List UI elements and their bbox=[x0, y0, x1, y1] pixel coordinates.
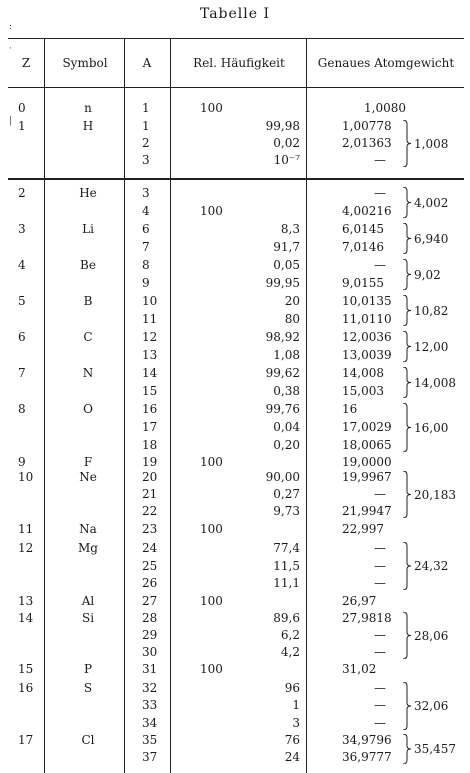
cell-atomgewicht-text: — bbox=[374, 153, 386, 167]
table-title: Tabelle I bbox=[199, 6, 271, 22]
cell-a bbox=[142, 101, 162, 115]
section-rule bbox=[8, 178, 464, 180]
cell-a-text: 27 bbox=[142, 594, 158, 608]
cell-z-text: 11 bbox=[18, 522, 34, 536]
cell-atomgewicht-text: 12,0036 bbox=[342, 330, 392, 344]
cell-symbol bbox=[56, 330, 120, 344]
brace-icon bbox=[402, 295, 412, 326]
cell-rel-haeufigkeit-text: 90,00 bbox=[265, 470, 300, 484]
mean-atomic-weight: 1,008 bbox=[414, 136, 449, 151]
cell-symbol-text: He bbox=[79, 186, 97, 200]
mean-atomic-weight: 6,940 bbox=[414, 231, 449, 246]
cell-z-text: 17 bbox=[18, 733, 34, 747]
cell-rel-haeufigkeit-text: 20 bbox=[284, 294, 300, 308]
brace-icon bbox=[402, 331, 412, 362]
cell-z-text: 13 bbox=[18, 594, 34, 608]
cell-symbol-text: P bbox=[83, 662, 93, 676]
cell-a bbox=[142, 628, 162, 642]
cell-a bbox=[142, 204, 162, 218]
cell-z-text: 12 bbox=[18, 541, 34, 555]
cell-a bbox=[142, 384, 162, 398]
cell-rel-haeufigkeit-text: 11,1 bbox=[273, 576, 300, 590]
cell-a-text: 37 bbox=[142, 750, 158, 764]
cell-a-text: 17 bbox=[142, 420, 158, 434]
cell-symbol bbox=[56, 294, 120, 308]
cell-symbol bbox=[56, 733, 120, 747]
cell-rel-haeufigkeit-text: 0,38 bbox=[273, 384, 300, 398]
cell-a bbox=[142, 470, 162, 484]
cell-symbol-text: Si bbox=[81, 611, 95, 625]
cell-a bbox=[142, 504, 162, 518]
column-divider bbox=[170, 38, 171, 773]
cell-rel-haeufigkeit-text: 98,92 bbox=[265, 330, 300, 344]
cell-rel-haeufigkeit-text: 100 bbox=[200, 455, 223, 469]
mean-atomic-weight: 35,457 bbox=[414, 742, 456, 756]
cell-rel-haeufigkeit-text: 99,98 bbox=[265, 119, 300, 133]
cell-a bbox=[142, 455, 162, 469]
cell-rel-haeufigkeit-text: 99,95 bbox=[265, 276, 300, 290]
cell-rel-haeufigkeit-text: 8,3 bbox=[280, 222, 300, 236]
cell-atomgewicht-text: — bbox=[374, 258, 386, 272]
cell-symbol-text: Ne bbox=[79, 470, 97, 484]
cell-rel-haeufigkeit-text: 100 bbox=[200, 204, 223, 218]
cell-a bbox=[142, 594, 162, 608]
cell-atomgewicht-text: 6,0145 bbox=[342, 222, 384, 236]
cell-rel-haeufigkeit-text: 0,27 bbox=[273, 487, 300, 501]
cell-z bbox=[18, 541, 38, 555]
cell-a bbox=[142, 222, 162, 236]
cell-z-text: 4 bbox=[18, 258, 26, 272]
cell-z bbox=[18, 402, 38, 416]
cell-a bbox=[142, 366, 162, 380]
cell-atomgewicht-text: 2,01363 bbox=[342, 136, 392, 150]
cell-a bbox=[142, 186, 162, 200]
cell-symbol-text: Li bbox=[82, 222, 94, 236]
cell-rel-haeufigkeit-text: 11,5 bbox=[273, 559, 300, 573]
cell-symbol-text: Be bbox=[80, 258, 96, 272]
cell-a-text: 16 bbox=[142, 402, 158, 416]
brace-icon bbox=[402, 682, 412, 730]
mean-atomic-weight: 12,00 bbox=[414, 339, 449, 354]
cell-atomgewicht-text: 21,9947 bbox=[342, 504, 392, 518]
cell-rel-haeufigkeit-text: 1 bbox=[292, 698, 300, 712]
cell-a-text: 8 bbox=[142, 258, 150, 272]
mean-atomic-weight: 4,002 bbox=[414, 195, 449, 210]
cell-rel-haeufigkeit-text: 77,4 bbox=[273, 541, 300, 555]
mean-atomic-weight: 20,183 bbox=[414, 487, 456, 502]
cell-rel-haeufigkeit-text: 99,62 bbox=[265, 366, 300, 380]
cell-a bbox=[142, 438, 162, 452]
cell-rel-haeufigkeit-text: 3 bbox=[292, 716, 300, 730]
cell-atomgewicht-text: 17,0029 bbox=[342, 420, 392, 434]
cell-a bbox=[142, 681, 162, 695]
cell-z bbox=[18, 470, 38, 484]
cell-rel-haeufigkeit-text: 1,08 bbox=[273, 348, 300, 362]
header-a: A bbox=[142, 56, 152, 70]
cell-z-text: 16 bbox=[18, 681, 34, 695]
cell-symbol bbox=[56, 681, 120, 695]
cell-symbol-text: Al bbox=[81, 594, 95, 608]
cell-a-text: 24 bbox=[142, 541, 158, 555]
cell-symbol-text: C bbox=[83, 330, 93, 344]
cell-z-text: 2 bbox=[18, 186, 26, 200]
cell-z bbox=[18, 101, 38, 115]
cell-a-text: 21 bbox=[142, 487, 158, 501]
cell-a-text: 28 bbox=[142, 611, 158, 625]
cell-symbol bbox=[56, 119, 120, 133]
header-rel-haeufigkeit: Rel. Häufigkeit bbox=[193, 56, 285, 70]
cell-a-text: 12 bbox=[142, 330, 158, 344]
cell-z-text: 15 bbox=[18, 662, 34, 676]
cell-z bbox=[18, 222, 38, 236]
cell-symbol bbox=[56, 455, 120, 469]
cell-a bbox=[142, 420, 162, 434]
cell-a bbox=[142, 645, 162, 659]
cell-a bbox=[142, 698, 162, 712]
cell-a-text: 23 bbox=[142, 522, 158, 536]
mean-atomic-weight: 14,008 bbox=[414, 375, 456, 390]
cell-symbol-text: H bbox=[82, 119, 94, 133]
column-divider bbox=[44, 38, 45, 773]
cell-atomgewicht-text: 10,0135 bbox=[342, 294, 392, 308]
cell-a bbox=[142, 312, 162, 326]
cell-a bbox=[142, 522, 162, 536]
cell-z-text: 9 bbox=[18, 455, 26, 469]
cell-z-text: 1 bbox=[18, 119, 26, 133]
cell-atomgewicht-text: 15,003 bbox=[342, 384, 384, 398]
cell-a bbox=[142, 276, 162, 290]
cell-a bbox=[142, 240, 162, 254]
cell-a bbox=[142, 136, 162, 150]
cell-rel-haeufigkeit-text: 24 bbox=[284, 750, 300, 764]
cell-symbol bbox=[56, 470, 120, 484]
header-rule bbox=[8, 87, 464, 88]
cell-a-text: 10 bbox=[142, 294, 158, 308]
cell-z bbox=[18, 186, 38, 200]
brace-icon bbox=[402, 259, 412, 290]
cell-z bbox=[18, 611, 38, 625]
margin-mark: : bbox=[9, 22, 13, 32]
header-atomgewicht: Genaues Atomgewicht bbox=[317, 56, 455, 70]
brace-icon bbox=[402, 223, 412, 254]
cell-rel-haeufigkeit-text: 100 bbox=[200, 522, 223, 536]
cell-symbol-text: F bbox=[83, 455, 93, 469]
cell-a bbox=[142, 119, 162, 133]
column-divider bbox=[306, 38, 307, 773]
cell-rel-haeufigkeit-text: 0,20 bbox=[273, 438, 300, 452]
cell-z-text: 14 bbox=[18, 611, 34, 625]
cell-z bbox=[18, 733, 38, 747]
mean-atomic-weight: 32,06 bbox=[414, 699, 449, 713]
cell-a bbox=[142, 576, 162, 590]
cell-atomgewicht-text: — bbox=[374, 576, 386, 590]
cell-atomgewicht-text: — bbox=[374, 645, 386, 659]
cell-a-text: 3 bbox=[142, 153, 150, 167]
cell-atomgewicht-text: 1,00778 bbox=[342, 119, 392, 133]
cell-z bbox=[18, 455, 38, 469]
cell-atomgewicht-text: 22,997 bbox=[342, 522, 384, 536]
table-top-rule bbox=[8, 38, 464, 39]
cell-a-text: 2 bbox=[142, 136, 150, 150]
brace-icon bbox=[402, 367, 412, 398]
cell-a bbox=[142, 716, 162, 730]
cell-symbol-text: B bbox=[83, 294, 93, 308]
cell-rel-haeufigkeit-text: 6,2 bbox=[280, 628, 300, 642]
cell-atomgewicht-text: 13,0039 bbox=[342, 348, 392, 362]
cell-symbol bbox=[56, 594, 120, 608]
cell-a-text: 32 bbox=[142, 681, 158, 695]
cell-rel-haeufigkeit-text: 91,7 bbox=[273, 240, 300, 254]
cell-a bbox=[142, 294, 162, 308]
cell-symbol-text: O bbox=[83, 402, 93, 416]
cell-symbol bbox=[56, 611, 120, 625]
cell-a-text: 35 bbox=[142, 733, 158, 747]
cell-a bbox=[142, 330, 162, 344]
cell-z bbox=[18, 662, 38, 676]
cell-a-text: 6 bbox=[142, 222, 150, 236]
header-symbol: Symbol bbox=[62, 56, 108, 70]
brace-icon bbox=[402, 120, 412, 167]
cell-a-text: 31 bbox=[142, 662, 158, 676]
cell-z bbox=[18, 258, 38, 272]
cell-symbol-text: N bbox=[82, 366, 94, 380]
cell-a-text: 15 bbox=[142, 384, 158, 398]
brace-icon bbox=[402, 734, 412, 764]
header-z: Z bbox=[21, 56, 31, 70]
cell-atomgewicht-text: — bbox=[374, 716, 386, 730]
cell-z bbox=[18, 119, 38, 133]
cell-rel-haeufigkeit-text: 80 bbox=[284, 312, 300, 326]
cell-z bbox=[18, 594, 38, 608]
cell-atomgewicht-text: 4,00216 bbox=[342, 204, 392, 218]
cell-a bbox=[142, 662, 162, 676]
cell-a-text: 7 bbox=[142, 240, 150, 254]
cell-atomgewicht-text: 18,0065 bbox=[342, 438, 392, 452]
mean-atomic-weight: 9,02 bbox=[414, 267, 441, 282]
cell-symbol-text: Na bbox=[79, 522, 97, 536]
cell-rel-haeufigkeit-text: 4,2 bbox=[280, 645, 300, 659]
cell-symbol-text: n bbox=[84, 101, 92, 115]
cell-z-text: 6 bbox=[18, 330, 26, 344]
cell-a-text: 26 bbox=[142, 576, 158, 590]
mean-atomic-weight: 16,00 bbox=[414, 420, 449, 435]
cell-a-text: 3 bbox=[142, 186, 150, 200]
cell-a bbox=[142, 487, 162, 501]
cell-atomgewicht-text: 7,0146 bbox=[342, 240, 384, 254]
cell-rel-haeufigkeit-text: 89,6 bbox=[273, 611, 300, 625]
cell-rel-haeufigkeit-text: 0,02 bbox=[273, 136, 300, 150]
cell-symbol bbox=[56, 186, 120, 200]
cell-z bbox=[18, 681, 38, 695]
cell-a bbox=[142, 733, 162, 747]
cell-atomgewicht-text: 34,9796 bbox=[342, 733, 392, 747]
cell-atomgewicht-text: — bbox=[374, 541, 386, 555]
cell-atomgewicht-text: 31,02 bbox=[342, 662, 377, 676]
brace-icon bbox=[402, 542, 412, 590]
cell-z bbox=[18, 366, 38, 380]
cell-atomgewicht-text: — bbox=[374, 628, 386, 642]
cell-a bbox=[142, 348, 162, 362]
cell-z-text: 8 bbox=[18, 402, 26, 416]
cell-a-text: 9 bbox=[142, 276, 150, 290]
cell-atomgewicht-text: 26,97 bbox=[342, 594, 377, 608]
cell-atomgewicht-text: 27,9818 bbox=[342, 611, 392, 625]
cell-z-text: 7 bbox=[18, 366, 26, 380]
cell-symbol bbox=[56, 222, 120, 236]
cell-a-text: 13 bbox=[142, 348, 158, 362]
cell-a bbox=[142, 541, 162, 555]
cell-rel-haeufigkeit-text: 96 bbox=[284, 681, 300, 695]
cell-z bbox=[18, 330, 38, 344]
cell-a bbox=[142, 402, 162, 416]
brace-icon bbox=[402, 471, 412, 518]
cell-atomgewicht-text: — bbox=[374, 559, 386, 573]
cell-rel-haeufigkeit-text: 100 bbox=[200, 101, 223, 115]
cell-a bbox=[142, 258, 162, 272]
cell-symbol bbox=[56, 258, 120, 272]
margin-mark: · bbox=[9, 44, 12, 54]
cell-symbol-text: S bbox=[83, 681, 93, 695]
cell-symbol-text: Cl bbox=[81, 733, 95, 747]
cell-a-text: 1 bbox=[142, 119, 150, 133]
cell-atomgewicht-text: — bbox=[374, 487, 386, 501]
cell-a-text: 1 bbox=[142, 101, 150, 115]
cell-a-text: 14 bbox=[142, 366, 158, 380]
cell-a-text: 33 bbox=[142, 698, 158, 712]
column-divider bbox=[124, 38, 125, 773]
cell-a-text: 19 bbox=[142, 455, 158, 469]
cell-atomgewicht-text: 11,0110 bbox=[342, 312, 392, 326]
cell-symbol bbox=[56, 541, 120, 555]
cell-symbol bbox=[56, 522, 120, 536]
cell-rel-haeufigkeit-text: 10⁻⁷ bbox=[273, 153, 300, 167]
cell-symbol bbox=[56, 402, 120, 416]
cell-rel-haeufigkeit-text: 0,05 bbox=[273, 258, 300, 272]
cell-a-text: 29 bbox=[142, 628, 158, 642]
cell-rel-haeufigkeit-text: 76 bbox=[284, 733, 300, 747]
cell-atomgewicht-text: — bbox=[374, 186, 386, 200]
cell-z bbox=[18, 522, 38, 536]
cell-a bbox=[142, 153, 162, 167]
cell-atomgewicht-text: 19,9967 bbox=[342, 470, 392, 484]
cell-atomgewicht-text: 19,0000 bbox=[342, 455, 392, 469]
cell-z-text: 5 bbox=[18, 294, 26, 308]
cell-z-text: 10 bbox=[18, 470, 34, 484]
mean-atomic-weight: 10,82 bbox=[414, 303, 449, 318]
cell-symbol bbox=[56, 101, 120, 115]
mean-atomic-weight: 24,32 bbox=[414, 559, 449, 573]
cell-a-text: 30 bbox=[142, 645, 158, 659]
cell-atomgewicht-text: 14,008 bbox=[342, 366, 384, 380]
cell-a-text: 18 bbox=[142, 438, 158, 452]
cell-rel-haeufigkeit-text: 100 bbox=[200, 594, 223, 608]
cell-rel-haeufigkeit-text: 0,04 bbox=[273, 420, 300, 434]
cell-a bbox=[142, 750, 162, 764]
cell-a-text: 25 bbox=[142, 559, 158, 573]
cell-rel-haeufigkeit-text: 99,76 bbox=[265, 402, 300, 416]
cell-a-text: 4 bbox=[142, 204, 150, 218]
cell-z bbox=[18, 294, 38, 308]
cell-atomgewicht-text: 36,9777 bbox=[342, 750, 392, 764]
cell-atomgewicht-text: — bbox=[374, 698, 386, 712]
cell-atomgewicht-text: 16 bbox=[342, 402, 358, 416]
cell-symbol bbox=[56, 366, 120, 380]
cell-rel-haeufigkeit-text: 100 bbox=[200, 662, 223, 676]
margin-mark: | bbox=[9, 116, 13, 126]
cell-atomgewicht-text: 1,0080 bbox=[364, 101, 406, 115]
cell-a-text: 22 bbox=[142, 504, 158, 518]
cell-symbol-text: Mg bbox=[78, 541, 98, 555]
cell-z-text: 3 bbox=[18, 222, 26, 236]
cell-z-text: 0 bbox=[18, 101, 26, 115]
brace-icon bbox=[402, 187, 412, 218]
cell-a bbox=[142, 611, 162, 625]
cell-symbol bbox=[56, 662, 120, 676]
brace-icon bbox=[402, 612, 412, 659]
brace-icon bbox=[402, 403, 412, 452]
cell-rel-haeufigkeit-text: 9,73 bbox=[273, 504, 300, 518]
cell-a-text: 34 bbox=[142, 716, 158, 730]
cell-a-text: 11 bbox=[142, 312, 158, 326]
cell-a bbox=[142, 559, 162, 573]
cell-atomgewicht-text: — bbox=[374, 681, 386, 695]
cell-atomgewicht-text: 9,0155 bbox=[342, 276, 384, 290]
cell-a-text: 20 bbox=[142, 470, 158, 484]
mean-atomic-weight: 28,06 bbox=[414, 628, 449, 643]
